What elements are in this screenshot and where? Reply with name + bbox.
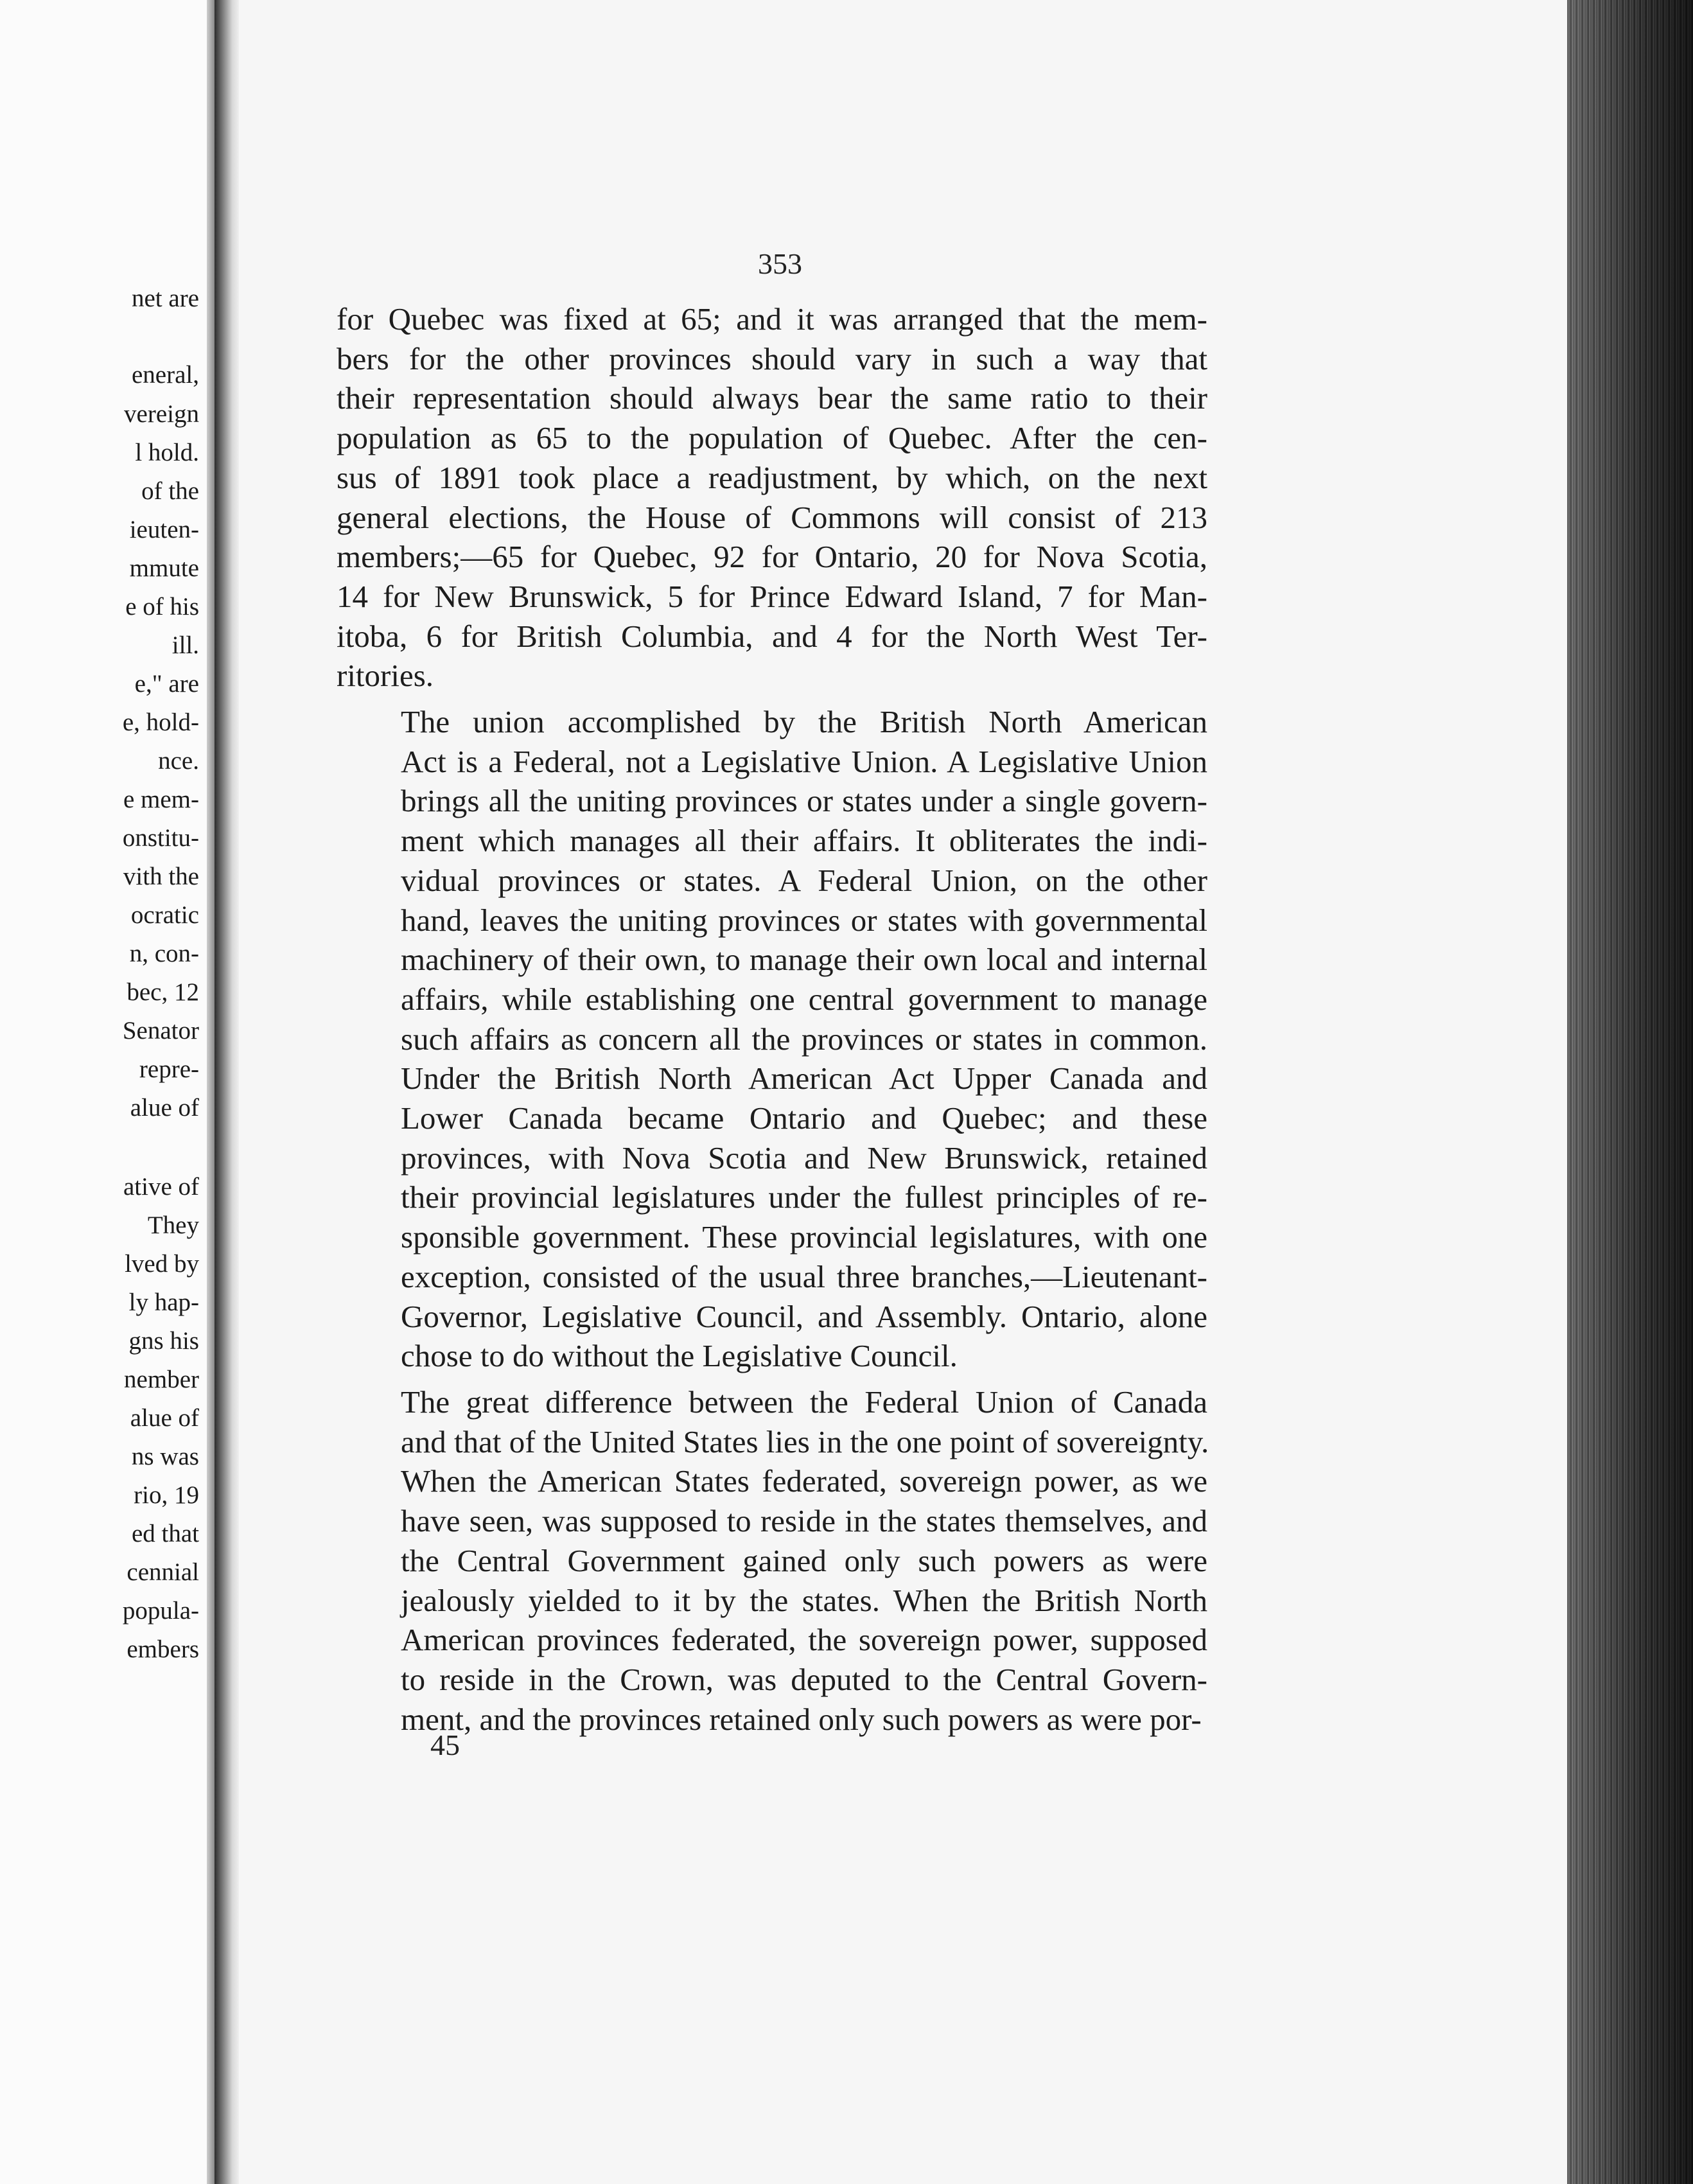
left-page-line: Senator xyxy=(122,1017,199,1044)
left-page-line: nce. xyxy=(158,747,199,775)
text-line: ritories. xyxy=(337,658,434,694)
text-line: affairs, while establishing one central government to manage xyxy=(401,981,1207,1017)
text-line: American provinces federated, the sovereign power, supposed xyxy=(401,1622,1207,1658)
left-page-line: l hold. xyxy=(135,439,199,466)
left-page-line: ed that xyxy=(131,1520,199,1547)
left-page-line: embers xyxy=(127,1635,199,1663)
text-line: for Quebec was fixed at 65; and it was arranged that the mem- xyxy=(337,301,1207,337)
left-page-line: bec, 12 xyxy=(127,978,199,1006)
text-line: machinery of their own, to manage their own local and internal xyxy=(401,942,1207,978)
text-line: sponsible government. These provincial legislatures, with one xyxy=(401,1219,1207,1255)
text-line: bers for the other provinces should vary in such a way that xyxy=(337,340,1207,376)
left-page-line: alue of xyxy=(130,1094,199,1122)
text-line: ment, and the provinces retained only such powers as were por- xyxy=(401,1701,1202,1737)
text-line: hand, leaves the uniting provinces or states with governmental xyxy=(401,902,1207,938)
paragraph-1 xyxy=(337,299,1207,696)
left-facing-page xyxy=(0,0,213,2184)
left-page-line: ill. xyxy=(171,631,199,659)
left-page-line: e, hold- xyxy=(122,709,199,736)
left-page-line: ly hap- xyxy=(128,1289,199,1316)
main-page-gutter-shadow xyxy=(215,0,240,2184)
text-line: and that of the United States lies in the one point of sovereignty. xyxy=(401,1423,1209,1459)
left-page-line: lved by xyxy=(125,1250,199,1278)
left-page-line: vereign xyxy=(124,400,199,428)
text-line: provinces, with Nova Scotia and New Brunswick, retained xyxy=(401,1140,1207,1176)
paragraph-2 xyxy=(337,702,1207,1376)
left-page-line: alue of xyxy=(130,1404,199,1432)
page-number: 353 xyxy=(758,247,802,280)
text-line: have seen, was supposed to reside in the states themselves, and xyxy=(401,1503,1207,1539)
text-line: brings all the uniting provinces or states under a single govern- xyxy=(401,783,1207,819)
text-line: general elections, the House of Commons will consist of 213 xyxy=(337,499,1207,535)
text-line: Lower Canada became Ontario and Quebec; and these xyxy=(401,1100,1207,1136)
text-line: members;—65 for Quebec, 92 for Ontario, 20 for Nova Scotia, xyxy=(337,539,1207,575)
left-page-line: e of his xyxy=(125,593,199,621)
text-line: Governor, Legislative Council, and Assembly. Ontario, alone xyxy=(401,1298,1207,1334)
left-page-line: e mem- xyxy=(123,786,199,813)
left-page-line: rio, 19 xyxy=(134,1481,199,1509)
signature-mark: 45 xyxy=(430,1729,460,1761)
text-line: to reside in the Crown, was deputed to the Central Govern- xyxy=(401,1661,1207,1697)
text-line: sus of 1891 took place a readjustment, by which, on the next xyxy=(337,459,1207,495)
left-page-line: n, con- xyxy=(129,940,199,967)
text-line: Under the British North American Act Upper Canada and xyxy=(401,1061,1207,1096)
text-line: vidual provinces or states. A Federal Union, on the other xyxy=(401,862,1207,898)
text-line: 14 for New Brunswick, 5 for Prince Edward Island, 7 for Man- xyxy=(337,578,1207,614)
paragraph-3 xyxy=(337,1382,1207,1739)
left-page-line: net are xyxy=(131,285,199,312)
left-page-line: nember xyxy=(124,1366,199,1393)
left-page-line: ieuten- xyxy=(129,516,199,543)
text-line: such affairs as concern all the provinces or states in common. xyxy=(401,1021,1207,1057)
text-line: chose to do without the Legislative Council. xyxy=(401,1338,958,1374)
text-line: the Central Government gained only such powers as were xyxy=(401,1542,1207,1578)
book-fore-edge-shade xyxy=(1567,0,1693,2184)
text-line: itoba, 6 for British Columbia, and 4 for the North West Ter- xyxy=(337,618,1207,654)
left-page-line: ative of xyxy=(123,1173,199,1201)
left-page-line: cennial xyxy=(127,1558,199,1586)
text-line: When the American States federated, sovereign power, as we xyxy=(401,1463,1207,1499)
left-page-line: vith the xyxy=(123,863,199,890)
text-line: The union accomplished by the British North American xyxy=(401,704,1207,740)
text-line: ment which manages all their affairs. It obliterates the indi- xyxy=(401,823,1207,859)
left-page-line: popula- xyxy=(122,1597,199,1625)
left-page-line: repre- xyxy=(139,1055,199,1083)
text-line: jealously yielded to it by the states. When the British North xyxy=(401,1582,1207,1618)
text-line: Act is a Federal, not a Legislative Union. A Legislative Union xyxy=(401,743,1207,779)
left-page-gutter xyxy=(207,0,215,2184)
text-line: The great difference between the Federal Union of Canada xyxy=(401,1384,1207,1420)
text-line: their provincial legislatures under the fullest principles of re- xyxy=(401,1179,1207,1215)
text-line: exception, consisted of the usual three branches,—Lieutenant- xyxy=(401,1258,1207,1294)
text-line: population as 65 to the population of Quebec. After the cen- xyxy=(337,420,1207,456)
left-page-line: eneral, xyxy=(131,361,199,389)
left-page-line: ns was xyxy=(131,1443,199,1470)
left-page-line: e," are xyxy=(134,670,199,698)
left-page-line: They xyxy=(147,1211,199,1239)
left-page-line: mmute xyxy=(129,554,199,582)
left-page-line: onstitu- xyxy=(122,824,199,852)
text-line: their representation should always bear the same ratio to their xyxy=(337,380,1207,416)
body-text xyxy=(337,299,1207,1739)
left-page-line: gns his xyxy=(128,1327,199,1355)
left-page-line: ocratic xyxy=(130,901,199,929)
left-page-line: of the xyxy=(141,477,199,505)
